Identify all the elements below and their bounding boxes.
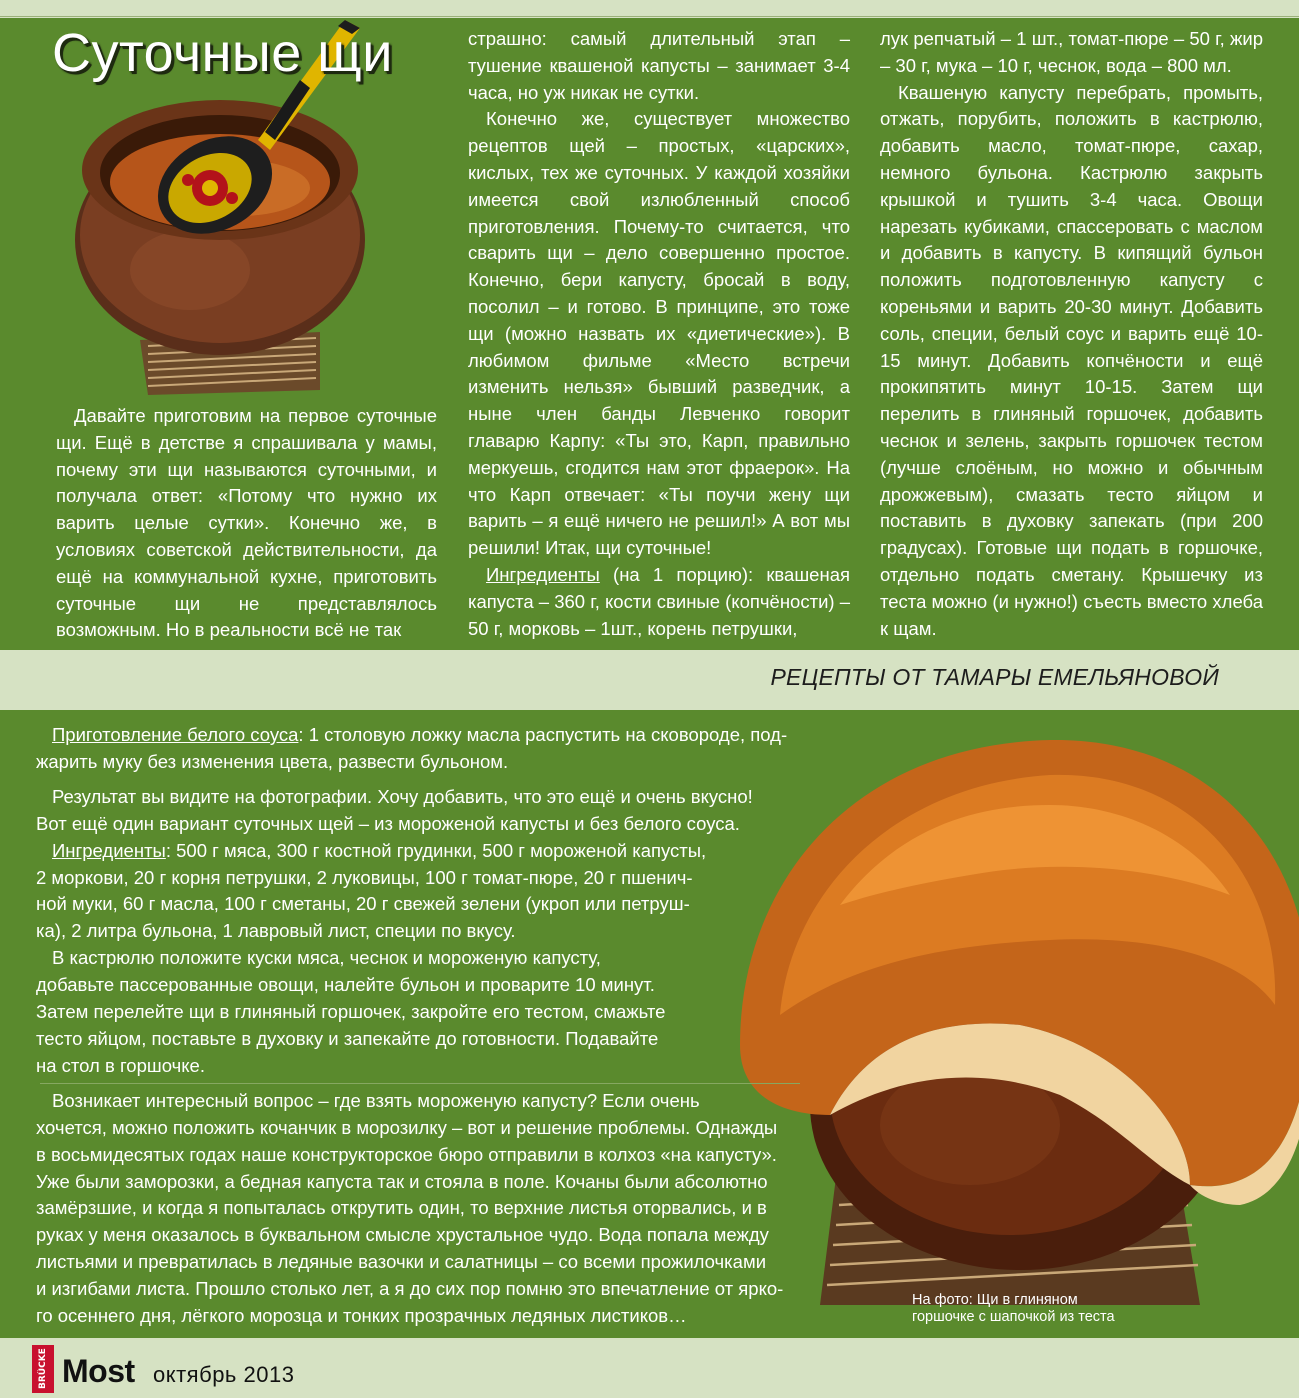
sauce-text-1: : 1 столовую ложку масла распустить на сковороде, под- xyxy=(298,724,788,745)
story-line-3: в восьмидесятых годах наше конструкторское бюро отправили в колхоз «на капусту». xyxy=(36,1143,777,1165)
result-line-2: Вот ещё один вариант суточных щей – из мороженой капусты и без белого соуса. xyxy=(36,812,740,834)
method-line-2: добавьте пассерованные овощи, налейте бульон и проварите 10 минут. xyxy=(36,974,655,996)
magazine-logo: Most xyxy=(62,1353,135,1389)
photo-caption xyxy=(912,1292,1115,1326)
bottom-text-block xyxy=(36,722,856,1330)
story-line-5: замёрзшие, и когда я попыталась открутить один, то верхние листья оторвались, и в xyxy=(36,1197,767,1219)
col2-ingredients-paragraph xyxy=(468,562,850,642)
method-line-5: на стол в горшочке. xyxy=(36,1054,205,1076)
method-line-4: тесто яйцом, поставьте в духовку и запекайте до готовности. Подавайте xyxy=(36,1027,659,1049)
col3-paragraph-1: лук репчатый – 1 шт., томат-пюре – 50 г, жир – 30 г, мука – 10 г, чеснок, вода – 800 мл. xyxy=(880,28,1263,76)
column-3 xyxy=(880,26,1263,642)
sauce-label: Приготовление белого соуса xyxy=(52,724,299,745)
sauce-line-1 xyxy=(36,722,856,749)
story-line-1: Возникает интересный вопрос – где взять мороженую капусту? Если очень xyxy=(52,1089,700,1111)
ingredients-label: Ингредиенты xyxy=(486,563,600,585)
story-line-9: го осеннего дня, лёгкого морозца и тонких прозрачных ледяных листиков… xyxy=(36,1305,687,1327)
ingredients-line-4: ка), 2 литра бульона, 1 лавровый лист, специи по вкусу. xyxy=(36,920,516,942)
ingredients-line-2: 2 моркови, 20 г корня петрушки, 2 луковицы, 100 г томат-пюре, 20 г пшенич- xyxy=(36,866,693,888)
story-line-6: руках у меня оказалось в буквальном смысле хрустальное чудо. Вода попала между xyxy=(36,1224,769,1246)
story-line-8: и изгибами листа. Прошло столько лет, а я до сих пор помню это впечатление от ярко- xyxy=(36,1278,784,1300)
method-line-3: Затем перелейте щи в глиняный горшочек, закройте его тестом, смажьте xyxy=(36,1001,666,1023)
ingredients-line-3: ной муки, 60 г масла, 100 г сметаны, 20 г свежей зелени (укроп или петруш- xyxy=(36,893,690,915)
intro-paragraph: Давайте приготовим на первое суточные щи. Ещё в детстве я спрашивала у мамы, почему эти щи называются суточными, и получала ответ: «Потому что нужно их варить целые сутки». Конечно же, в условиях советской действительности, да ещё на коммунальной кухне, приготовить суточные щи не представлялось возможным. Но в реальности всё не так xyxy=(56,405,437,641)
caption-line-2: горшочке с шапочкой из теста xyxy=(912,1309,1115,1325)
issue-date: октябрь 2013 xyxy=(153,1362,295,1387)
col2-paragraph-2: Конечно же, существует множество рецептов щей – простых, «царских», кислых, тех же суточных. У каждой хозяйки имеется свой излюбленный способ приготовления. Почему-то считается, что сварить щи – дело совершенно простое. Конечно, бери капусту, бросай в воду, посолил – и готово. В принципе, это тоже щи (можно назвать их «диетические»). В любимом фильме «Место встречи изменить нельзя» бывший разведчик, а ныне член банды Левченко говорит главарю Карпу: «Ты это, Карп, правильно меркуешь, сгодится нам этот фраерок». На что Карп отвечает: «Ты поучи жену щи варить – я ещё ничего не решил!» А вот мы решили! Итак, щи суточные! xyxy=(468,108,850,559)
story-line-4: Уже были заморозки, а бедная капуста так и стояла в поле. Кочаны были абсолютно xyxy=(36,1170,768,1192)
column-2 xyxy=(468,26,850,642)
ingredients-text-1: : 500 г мяса, 300 г костной грудинки, 500 г мороженой капусты, xyxy=(165,839,707,861)
sauce-line-2: жарить муку без изменения цвета, развести бульоном. xyxy=(36,750,509,772)
story-line-2: хочется, можно положить кочанчик в морозилку – вот и решение проблемы. Однажды xyxy=(36,1116,778,1138)
col2-paragraph-1: страшно: самый длительный этап – тушение квашеной капусты – занимает 3-4 часа, но уж никак не сутки. xyxy=(468,28,850,103)
article-title: Суточные щи xyxy=(52,23,393,83)
result-line-1: Результат вы видите на фотографии. Хочу добавить, что это ещё и очень вкусно! xyxy=(52,785,753,807)
method-line-1: В кастрюлю положите куски мяса, чеснок и мороженую капусту, xyxy=(52,947,601,969)
caption-line-1: На фото: Щи в глиняном xyxy=(912,1292,1078,1308)
column-1 xyxy=(56,403,437,644)
story-line-7: листьями и превратилась в ледяные вазочки и салатницы – со всеми прожилочками xyxy=(36,1251,767,1273)
logo-bruecke-text: BRÜCKE xyxy=(38,1348,48,1390)
col3-paragraph-2: Квашеную капусту перебрать, промыть, отжать, порубить, положить в кастрюлю, добавить масло, томат-пюре, сахар, немного бульона. Кастрюлю закрыть крышкой и тушить 3-4 часа. Овощи нарезать кубиками, спассеровать с маслом и добавить в капусту. В кипящий бульон положить подготовленную капусту с кореньями и варить 20-30 минут. Добавить соль, специи, белый соус и варить ещё 10-15 минут. Добавить копчёности и ещё прокипятить минут 10-15. Затем щи перелить в глиняный горшочек, добавить чеснок и зелень, закрыть горшочек тестом (лучше слоёным, но можно и обычным дрожжевым), смазать тесто яйцом и поставить в духовку запекать (при 200 градусах). Готовые щи подать в горшочке, отдельно подать сметану. Крышечку из теста можно (и нужно!) съесть вместо хлеба к щам. xyxy=(880,81,1263,639)
section-divider xyxy=(40,1083,800,1084)
ingredients-text: (на 1 порцию): квашеная капуста – 360 г, кости свиные (копчёности) – 50 г, морковь – 1шт., корень петрушки, xyxy=(468,563,850,639)
ingredients-line-1 xyxy=(36,838,856,865)
bottom-ingredients-label: Ингредиенты xyxy=(52,839,166,861)
byline: РЕЦЕПТЫ ОТ ТАМАРЫ ЕМЕЛЬЯНОВОЙ xyxy=(770,664,1219,690)
